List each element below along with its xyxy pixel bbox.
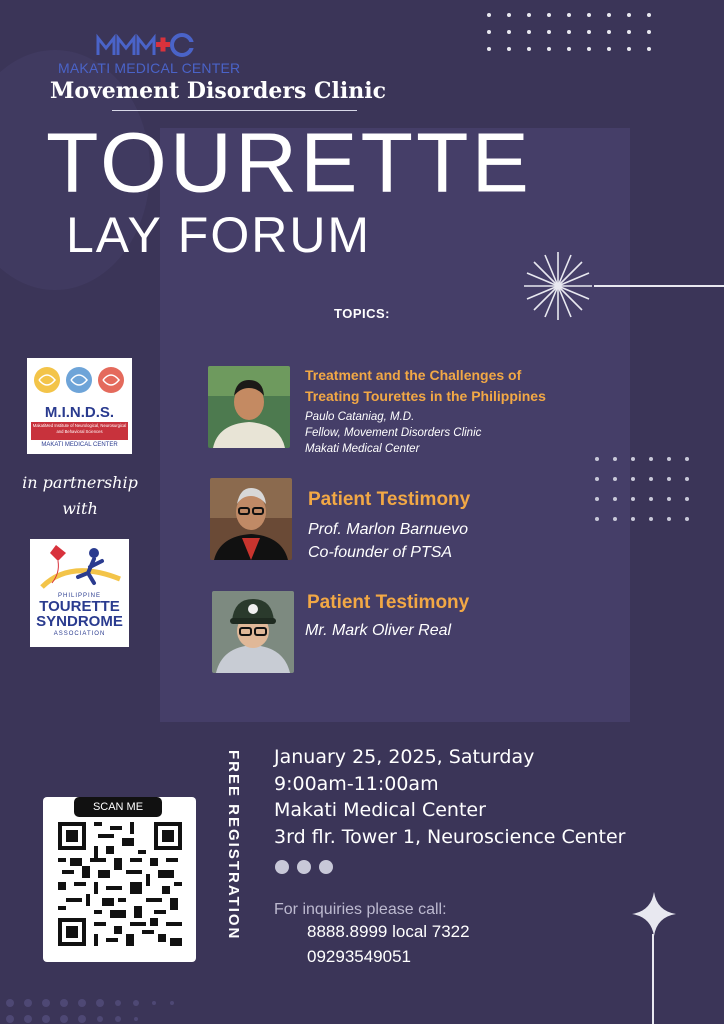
minds-logo <box>27 358 132 454</box>
speaker-photo <box>210 478 292 560</box>
ptsa-logo <box>30 539 129 647</box>
event-venue: Makati Medical Center <box>274 799 486 821</box>
event-date: January 25, 2025, Saturday <box>274 746 535 768</box>
minds-subtitle-text: MakatiMed Institute of Neurological, Neurosurgical and Behavioral Sciences <box>32 423 127 434</box>
event-title: TOURETTE <box>46 115 532 211</box>
speaker-photo <box>212 591 294 673</box>
speaker-photo <box>208 366 290 448</box>
ptsa-line3: SYNDROME <box>36 613 123 630</box>
sparkle-icon <box>630 890 678 943</box>
ptsa-line1: PHILIPPINE <box>57 593 101 599</box>
decorative-dots-bottom <box>0 998 200 1024</box>
speaker-name: Paulo Cataniag, M.D. <box>305 411 415 423</box>
event-details <box>274 744 625 850</box>
decorative-dots-top <box>486 12 656 59</box>
partnership-line2: with <box>62 498 98 518</box>
ptsa-line4: ASSOCIATION <box>53 631 106 637</box>
minds-subtitle <box>31 422 128 440</box>
phone-number[interactable]: 09293549051 <box>307 947 412 966</box>
talk-title: Patient Testimony <box>307 592 470 613</box>
talk-title <box>305 365 546 407</box>
clinic-name: Movement Disorders Clinic <box>50 78 386 104</box>
starburst-icon <box>522 250 594 327</box>
topics-label: TOPICS: <box>334 306 390 321</box>
phone-number[interactable]: 8888.8999 local 7322 <box>307 922 470 941</box>
speaker-name: Prof. Marlon Barnuevo <box>308 521 469 538</box>
talk-title-line1: Treatment and the Challenges of <box>305 367 522 383</box>
partnership-text <box>10 470 150 521</box>
scan-me-label: SCAN ME <box>74 797 162 817</box>
event-subtitle: LAY FORUM <box>66 207 372 263</box>
talk-title: Patient Testimony <box>308 489 471 510</box>
inquiries-label: For inquiries please call: <box>274 901 447 918</box>
ptsa-text <box>30 593 129 637</box>
speaker-info <box>305 409 481 457</box>
talk-title-line2: Treating Tourettes in the Philippines <box>305 388 546 404</box>
decorative-dots-right <box>594 456 694 527</box>
partnership-line1: in partnership <box>22 473 138 492</box>
event-time: 9:00am-11:00am <box>274 772 439 795</box>
speaker-name: Mr. Mark Oliver Real <box>305 622 452 639</box>
mmc-logo <box>96 30 196 60</box>
event-room: 3rd flr. Tower 1, Neuroscience Center <box>274 825 626 848</box>
decorative-line <box>594 285 724 287</box>
decorative-line-vertical <box>652 934 654 1024</box>
ptsa-line2: TOURETTE <box>39 598 120 615</box>
qr-code[interactable] <box>58 822 182 946</box>
divider <box>112 110 357 111</box>
speaker-role: Co-founder of PTSA <box>308 544 453 561</box>
minds-name: M.I.N.D.S. <box>44 404 115 421</box>
speaker-info <box>308 518 468 564</box>
speaker-role: Fellow, Movement Disorders Clinic <box>305 427 482 439</box>
free-registration-text: FREE REGISTRATION <box>225 750 242 941</box>
free-registration <box>220 750 242 956</box>
minds-footer: MAKATI MEDICAL CENTER <box>41 442 118 448</box>
org-name: MAKATI MEDICAL CENTER <box>58 60 241 76</box>
decorative-dots-trio <box>274 859 336 880</box>
speaker-affiliation: Makati Medical Center <box>305 443 420 455</box>
